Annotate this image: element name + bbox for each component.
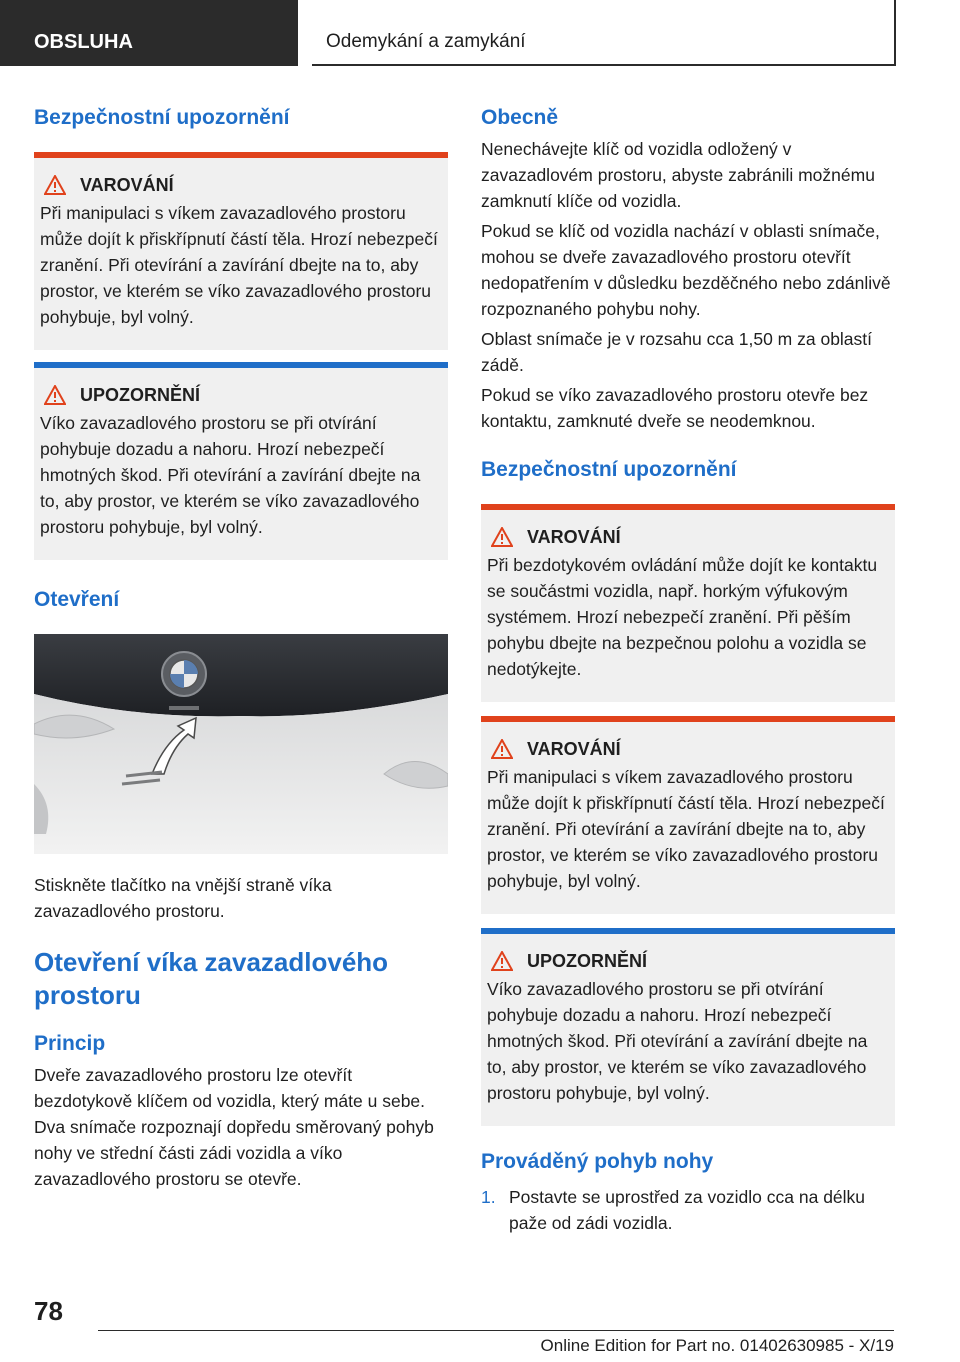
notice-title: VAROVÁNÍ — [527, 739, 621, 759]
list-item — [481, 1184, 895, 1236]
general-paragraph-1: Nenechávejte klíč od vozidla odložený v zavazadlovém prostoru, abyste zabránili možnému zamknutí klíče od vozidla. — [481, 139, 875, 211]
general-paragraph-2: Pokud se klíč od vozidla nachází v oblasti snímače, mohou se dveře zavazadlového prostoru otevřít nedopatřením v důsledku bezděčného nebo zdánlivě rozpoznaného pohybu nohy. — [481, 221, 891, 319]
steps-list — [481, 1184, 895, 1236]
warning-notice — [34, 152, 448, 350]
page-number: 78 — [34, 1296, 63, 1326]
edition-text: Online Edition for Part no. 01402630985 - X/19 — [540, 1336, 894, 1355]
safety-heading-left: Bezpečnostní upozornění — [34, 106, 290, 129]
caution-notice — [481, 928, 895, 1126]
warning-triangle-icon — [491, 739, 513, 759]
principle-text: Dveře zavazadlového prostoru lze otevřít bezdotykově klíčem od vozidla, který máte u sebe. Dva snímače rozpoznají dopředu směrovaný pohyb nohy ve střední části zádi vozidla a víko zavazadlového prostoru se otevře. — [34, 1065, 434, 1189]
motion-heading: Prováděný pohyb nohy — [481, 1150, 714, 1173]
left-column — [34, 98, 448, 1196]
notice-text: Při manipulaci s víkem zavazadlového prostoru může dojít k přiskřípnutí částí těla. Hrozí nebezpečí zranění. Při otevírání a zavírání dbejte na to, aby prostor, ve kterém se víko zavazadlového prostoru pohybuje, byl volný. — [40, 203, 438, 327]
notice-title: UPOZORNĚNÍ — [80, 385, 201, 405]
notice-text: Při bezdotykovém ovládání může dojít ke kontaktu se součástmi vozidla, např. horkým výfukovým systémem. Hrozí nebezpečí zranění. Při pěším pohybu dbejte na bezpečnou polohu a vozidla se nedotýkejte. — [487, 555, 878, 679]
warning-notice — [481, 716, 895, 914]
trunk-lid-illustration — [34, 634, 448, 854]
caution-notice — [34, 362, 448, 560]
safety-heading-right: Bezpečnostní upozornění — [481, 458, 737, 481]
warning-triangle-icon — [491, 527, 513, 547]
trunk-button-figure — [34, 634, 448, 854]
warning-triangle-icon — [44, 175, 66, 195]
lid-opening-heading: Otevření víka zavazadlového prostoru — [34, 947, 389, 1010]
warning-triangle-icon — [491, 951, 513, 971]
chapter-title: Odemykání a zamykání — [312, 0, 896, 66]
general-paragraph-4: Pokud se víko zavazadlového prostoru otevře bez kontaktu, zamknuté dveře se neodemknou. — [481, 385, 869, 431]
notice-text: Víko zavazadlového prostoru se při otvírání pohybuje dozadu a nahoru. Hrozí nebezpečí hmotných škod. Při otevírání a zavírání dbejte na to, aby prostor, ve kterém se víko zavazadlového prostoru pohybuje, byl volný. — [40, 413, 421, 537]
principle-heading: Princip — [34, 1032, 106, 1055]
warning-triangle-icon — [44, 385, 66, 405]
notice-title: VAROVÁNÍ — [527, 527, 621, 547]
step-number: 1. — [481, 1187, 496, 1207]
notice-title: VAROVÁNÍ — [80, 175, 174, 195]
warning-notice — [481, 504, 895, 702]
figure-caption: Stiskněte tlačítko na vnější straně víka zavazadlového prostoru. — [34, 875, 332, 921]
notice-text: Při manipulaci s víkem zavazadlového prostoru může dojít k přiskřípnutí částí těla. Hrozí nebezpečí zranění. Při otevírání a zavírání dbejte na to, aby prostor, ve kterém se víko zavazadlového prostoru pohybuje, byl volný. — [487, 767, 885, 891]
general-heading: Obecně — [481, 106, 559, 129]
notice-text: Víko zavazadlového prostoru se při otvírání pohybuje dozadu a nahoru. Hrozí nebezpečí hmotných škod. Při otevírání a zavírání dbejte na to, aby prostor, ve kterém se víko zavazadlového prostoru pohybuje, byl volný. — [487, 979, 868, 1103]
section-tab: OBSLUHA — [0, 0, 298, 66]
right-column — [481, 98, 895, 1236]
opening-heading: Otevření — [34, 588, 120, 611]
general-paragraph-3: Oblast snímače je v rozsahu cca 1,50 m za oblastí zádě. — [481, 329, 873, 375]
step-text: Postavte se uprostřed za vozidlo cca na délku paže od zádi vozidla. — [509, 1187, 866, 1233]
notice-title: UPOZORNĚNÍ — [527, 951, 648, 971]
page-header — [0, 0, 960, 66]
footer-divider — [98, 1330, 894, 1331]
